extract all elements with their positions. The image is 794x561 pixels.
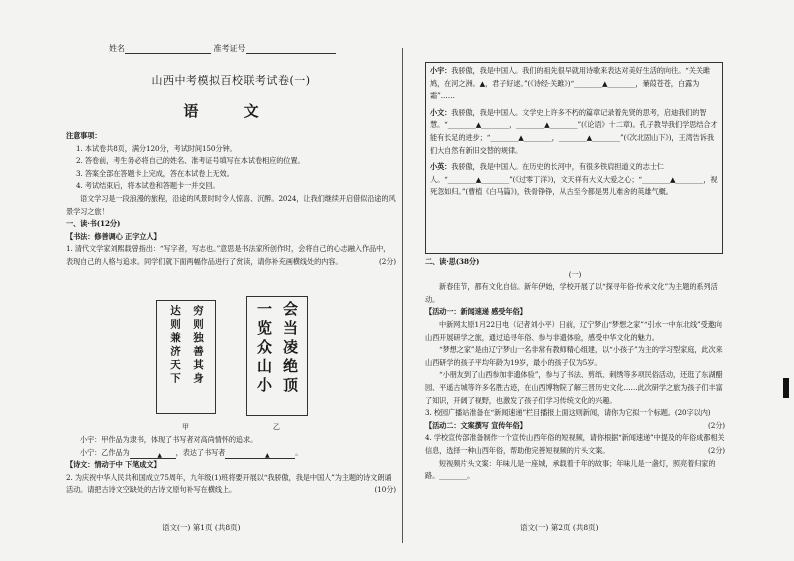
dialog-box (425, 62, 723, 254)
exam-no-label: 准考证号 (213, 44, 246, 53)
dialog-item: 小宇：我骄傲，我是中国人。我们的祖先很早就用诗歌来表达对美好生活的向往。“关关雎鸠，在河之洲。▲，君子好逑。”(《诗经·关雎》)“________▲________，蒹葭苍苍，白露为霜”…… (430, 66, 710, 101)
subject-title: 语 文 (183, 102, 279, 120)
page-footer-right: 语文(一) 第2页 (共8页) (520, 523, 599, 532)
task-heading: 【诗文：情动于中 下笔成文】 (66, 460, 161, 470)
question-2: 2. 为庆祝中华人民共和国成立75周年，九年级(1)班将要开展以“我骄傲，我是中国人”为主题的诗文朗诵活动。请把古诗文空缺处的古诗文原句补写在横线上。 (10分) (66, 472, 396, 497)
calligraphy-b-col: 一览众山小 (255, 301, 273, 396)
question-4: 4. 学校宣传部准备制作一个宣传山西年俗的短视频，请你根据“新闻速递”中提及的年俗成都相关信息，选择一种山西年俗，帮助他完善短视频的片头文案。 (2分) (425, 433, 725, 455)
calligraphy-a-frame (156, 300, 216, 414)
page-divider (402, 48, 403, 543)
intro-text: 语文学习是一段浪漫的旅程，沿途的风景时时令人惊喜、沉醉。2024，让我们继续开启借似沿途的风景学习之旅！ (66, 193, 396, 216)
answer-line-2: 小宁：乙作品为 ▲ ，表达了书写者 ▲ 。 (80, 447, 303, 460)
calligraphy-a-col: 穷则独善其身 (192, 305, 204, 386)
dialog-item: 小文：我骄傲，我是中国人。文学史上许多不朽的篇章记录着先贤的思考，启迪我们的智慧。“________▲________，________▲________”(《论语》十二章)。孔子教导我们学思结合才能有长足的进步；“________▲________，________▲________”(《次北固山下》)，王湾告诉我们大自然有新旧交替的规律。 (430, 107, 718, 155)
intro-text: 新春佳节，都有文化自信。新年伊始，学校开展了以“探寻年俗·传承文化”为主题的系列活动。 (425, 282, 718, 304)
note-item: 1. 本试卷共8页，满分120分，考试时间150分钟。 (76, 143, 237, 153)
note-item: 4. 考试结束后，将本试卷和答题卡一并交回。 (76, 181, 220, 191)
question-3: 3. 校园广播站准备在“新闻速递”栏目播报上面这则新闻，请你为它拟一个标题。(20字以内) (2分) (425, 408, 725, 430)
notes-heading: 注意事项： (66, 131, 102, 140)
label-a: 甲 (182, 423, 189, 431)
exam-title: 山西中考模拟百校联考试卷(一) (151, 74, 311, 87)
page-footer-left: 语文(一) 第1页 (共8页) (162, 523, 241, 532)
name-blank (125, 45, 211, 54)
answer-blank[interactable]: ▲ (225, 449, 295, 459)
q1-answers (66, 434, 396, 497)
answer-line-1: 小宇：甲作品为隶书，体现了书写者对高尚情怀的追求。 (80, 435, 258, 444)
note-item: 3. 答案全部在答题卡上完成，答在本试卷上无效。 (76, 168, 234, 178)
label-b: 乙 (273, 423, 280, 431)
task-heading: 【书法：修善调心 正字立人】 (66, 231, 161, 241)
q4-text: 短视频片头文案：年味儿是一座城，承载着千年的故事；年味儿是一盏灯，照亮着归家的路。________。 (425, 458, 716, 481)
task-heading: 【活动一：新闻速递 感受年俗】 (425, 307, 527, 317)
binding-mark (783, 378, 789, 398)
calligraphy-b-col: 会当凌绝顶 (281, 301, 299, 396)
news-paragraph: 中新网太原1月22日电（记者刘小平）日前，辽宁梦山“梦想之家”“引水一中东北线”受邀向山西开展研学之旅，通过追寻年俗、参与非遗体验，感受中华文化的魅力。 (425, 319, 722, 342)
part-heading: (一) (568, 269, 582, 279)
candidate-info (109, 43, 336, 54)
note-item: 2. 答卷前，考生务必将自己的姓名、准考证号填写在本试卷相应的位置。 (76, 156, 305, 166)
score: (10分) (374, 485, 396, 495)
section-heading: 二、读·思(38分) (425, 257, 480, 266)
dialog-item: 小英：我骄傲，我是中国人。在历史的长河中，有很多铁肩担道义的志士仁人。“________▲________”(《过零丁洋》)，文天祥有大义大爱之心；“________▲________，视死忽如归。”(曹植《白马篇》)，铁骨铮铮，从古至今都是男儿难舍的英雄气概。 (430, 162, 718, 197)
news-paragraph: “梦想之家”是由辽宁梦山一名非常有教师精心组建，以“小孩子”为主的学习型家庭，此次来山西研学的孩子平均年龄为19岁，最小的孩子仅为5岁。 (425, 345, 723, 367)
exam-no-blank (246, 45, 336, 54)
calligraphy-a-col: 达则兼济天下 (169, 305, 181, 386)
news-paragraph: “小朋友到了山西参加非遗体验”，参与了书法、剪纸、刺绣等多项民俗活动，还逛了东湖醋园、平遥古城等许多名胜古迹，在山西博物院了解三晋历史文化……此次研学之旅为孩子们丰富了知识，开阔了视野，也激发了孩子们学习传统文化的兴趣。 (425, 370, 723, 405)
name-label: 姓名 (109, 44, 125, 53)
answer-blank[interactable]: ▲ (130, 449, 176, 459)
task-heading: 【活动二：文案撰写 宣传年俗】 (425, 420, 527, 430)
section-2 (425, 256, 725, 483)
section-heading: 一、读·书(12分) (66, 219, 121, 229)
notes-block (66, 130, 396, 269)
calligraphy-b-frame (246, 296, 308, 416)
question-1: 1. 清代文学家刘熙载曾指出：“写字者，写志也。”意思是书法家所创作时，会将自己的心志融入作品中，表现自己的人格与追求。同学们就下面两幅作品进行了赏读，请你补充画横线处的内容。 (2分) (66, 243, 396, 268)
score: (2分) (379, 256, 396, 266)
